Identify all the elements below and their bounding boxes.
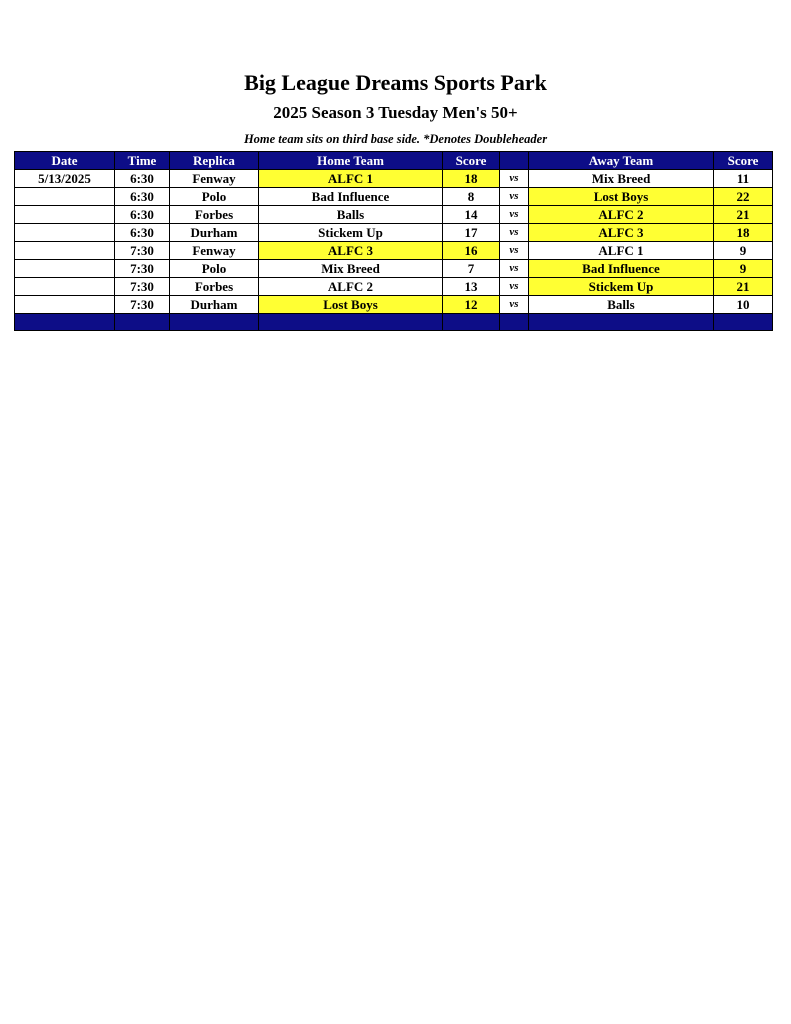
vs-cell: vs bbox=[500, 260, 529, 278]
column-header-away-team: Away Team bbox=[529, 152, 714, 170]
time-cell: 6:30 bbox=[115, 188, 170, 206]
away-team-cell: ALFC 2 bbox=[529, 206, 714, 224]
home-score-cell: 17 bbox=[443, 224, 500, 242]
replica-cell: Durham bbox=[170, 296, 259, 314]
vs-cell: vs bbox=[500, 296, 529, 314]
date-cell bbox=[15, 224, 115, 242]
date-cell bbox=[15, 188, 115, 206]
column-header-home-score: Score bbox=[443, 152, 500, 170]
replica-cell: Fenway bbox=[170, 170, 259, 188]
away-team-cell: Lost Boys bbox=[529, 188, 714, 206]
footer-cell bbox=[714, 314, 773, 331]
date-cell bbox=[15, 242, 115, 260]
away-team-cell: Stickem Up bbox=[529, 278, 714, 296]
date-cell: 5/13/2025 bbox=[15, 170, 115, 188]
date-cell bbox=[15, 260, 115, 278]
home-team-cell: Mix Breed bbox=[259, 260, 443, 278]
away-score-cell: 18 bbox=[714, 224, 773, 242]
time-cell: 7:30 bbox=[115, 278, 170, 296]
schedule-note: Home team sits on third base side. *Denotes Doubleheader bbox=[243, 132, 548, 146]
time-cell: 6:30 bbox=[115, 170, 170, 188]
home-score-cell: 13 bbox=[443, 278, 500, 296]
date-cell bbox=[15, 278, 115, 296]
vs-cell: vs bbox=[500, 170, 529, 188]
replica-cell: Fenway bbox=[170, 242, 259, 260]
column-header-replica: Replica bbox=[170, 152, 259, 170]
replica-cell: Forbes bbox=[170, 278, 259, 296]
table-row bbox=[15, 242, 773, 260]
away-team-cell: Balls bbox=[529, 296, 714, 314]
away-score-cell: 9 bbox=[714, 242, 773, 260]
time-cell: 7:30 bbox=[115, 296, 170, 314]
home-team-cell: Lost Boys bbox=[259, 296, 443, 314]
away-score-cell: 22 bbox=[714, 188, 773, 206]
away-team-cell: Bad Influence bbox=[529, 260, 714, 278]
away-score-cell: 10 bbox=[714, 296, 773, 314]
table-footer-row bbox=[15, 314, 773, 331]
footer-cell bbox=[170, 314, 259, 331]
away-team-cell: Mix Breed bbox=[529, 170, 714, 188]
schedule-table bbox=[14, 151, 773, 331]
time-cell: 6:30 bbox=[115, 206, 170, 224]
home-score-cell: 7 bbox=[443, 260, 500, 278]
home-team-cell: ALFC 1 bbox=[259, 170, 443, 188]
away-score-cell: 21 bbox=[714, 206, 773, 224]
footer-cell bbox=[15, 314, 115, 331]
date-cell bbox=[15, 206, 115, 224]
column-header-home-team: Home Team bbox=[259, 152, 443, 170]
column-header-vs bbox=[500, 152, 529, 170]
column-header-away-score: Score bbox=[714, 152, 773, 170]
table-row bbox=[15, 170, 773, 188]
replica-cell: Durham bbox=[170, 224, 259, 242]
date-cell bbox=[15, 296, 115, 314]
footer-cell bbox=[529, 314, 714, 331]
vs-cell: vs bbox=[500, 188, 529, 206]
table-row bbox=[15, 296, 773, 314]
time-cell: 7:30 bbox=[115, 260, 170, 278]
page-subtitle: 2025 Season 3 Tuesday Men's 50+ bbox=[273, 103, 518, 122]
replica-cell: Forbes bbox=[170, 206, 259, 224]
home-score-cell: 12 bbox=[443, 296, 500, 314]
replica-cell: Polo bbox=[170, 260, 259, 278]
footer-cell bbox=[500, 314, 529, 331]
table-row bbox=[15, 224, 773, 242]
home-team-cell: ALFC 2 bbox=[259, 278, 443, 296]
away-score-cell: 11 bbox=[714, 170, 773, 188]
away-score-cell: 21 bbox=[714, 278, 773, 296]
page-title: Big League Dreams Sports Park bbox=[244, 70, 547, 95]
vs-cell: vs bbox=[500, 206, 529, 224]
home-score-cell: 18 bbox=[443, 170, 500, 188]
vs-cell: vs bbox=[500, 242, 529, 260]
home-team-cell: ALFC 3 bbox=[259, 242, 443, 260]
table-row bbox=[15, 206, 773, 224]
vs-cell: vs bbox=[500, 224, 529, 242]
table-row bbox=[15, 278, 773, 296]
column-header-time: Time bbox=[115, 152, 170, 170]
home-team-cell: Balls bbox=[259, 206, 443, 224]
column-header-date: Date bbox=[15, 152, 115, 170]
vs-cell: vs bbox=[500, 278, 529, 296]
table-row bbox=[15, 260, 773, 278]
away-score-cell: 9 bbox=[714, 260, 773, 278]
table-header-row bbox=[15, 152, 773, 170]
table-row bbox=[15, 188, 773, 206]
away-team-cell: ALFC 1 bbox=[529, 242, 714, 260]
footer-cell bbox=[259, 314, 443, 331]
home-score-cell: 8 bbox=[443, 188, 500, 206]
replica-cell: Polo bbox=[170, 188, 259, 206]
time-cell: 6:30 bbox=[115, 224, 170, 242]
away-team-cell: ALFC 3 bbox=[529, 224, 714, 242]
footer-cell bbox=[115, 314, 170, 331]
home-score-cell: 14 bbox=[443, 206, 500, 224]
home-team-cell: Bad Influence bbox=[259, 188, 443, 206]
home-team-cell: Stickem Up bbox=[259, 224, 443, 242]
time-cell: 7:30 bbox=[115, 242, 170, 260]
footer-cell bbox=[443, 314, 500, 331]
home-score-cell: 16 bbox=[443, 242, 500, 260]
